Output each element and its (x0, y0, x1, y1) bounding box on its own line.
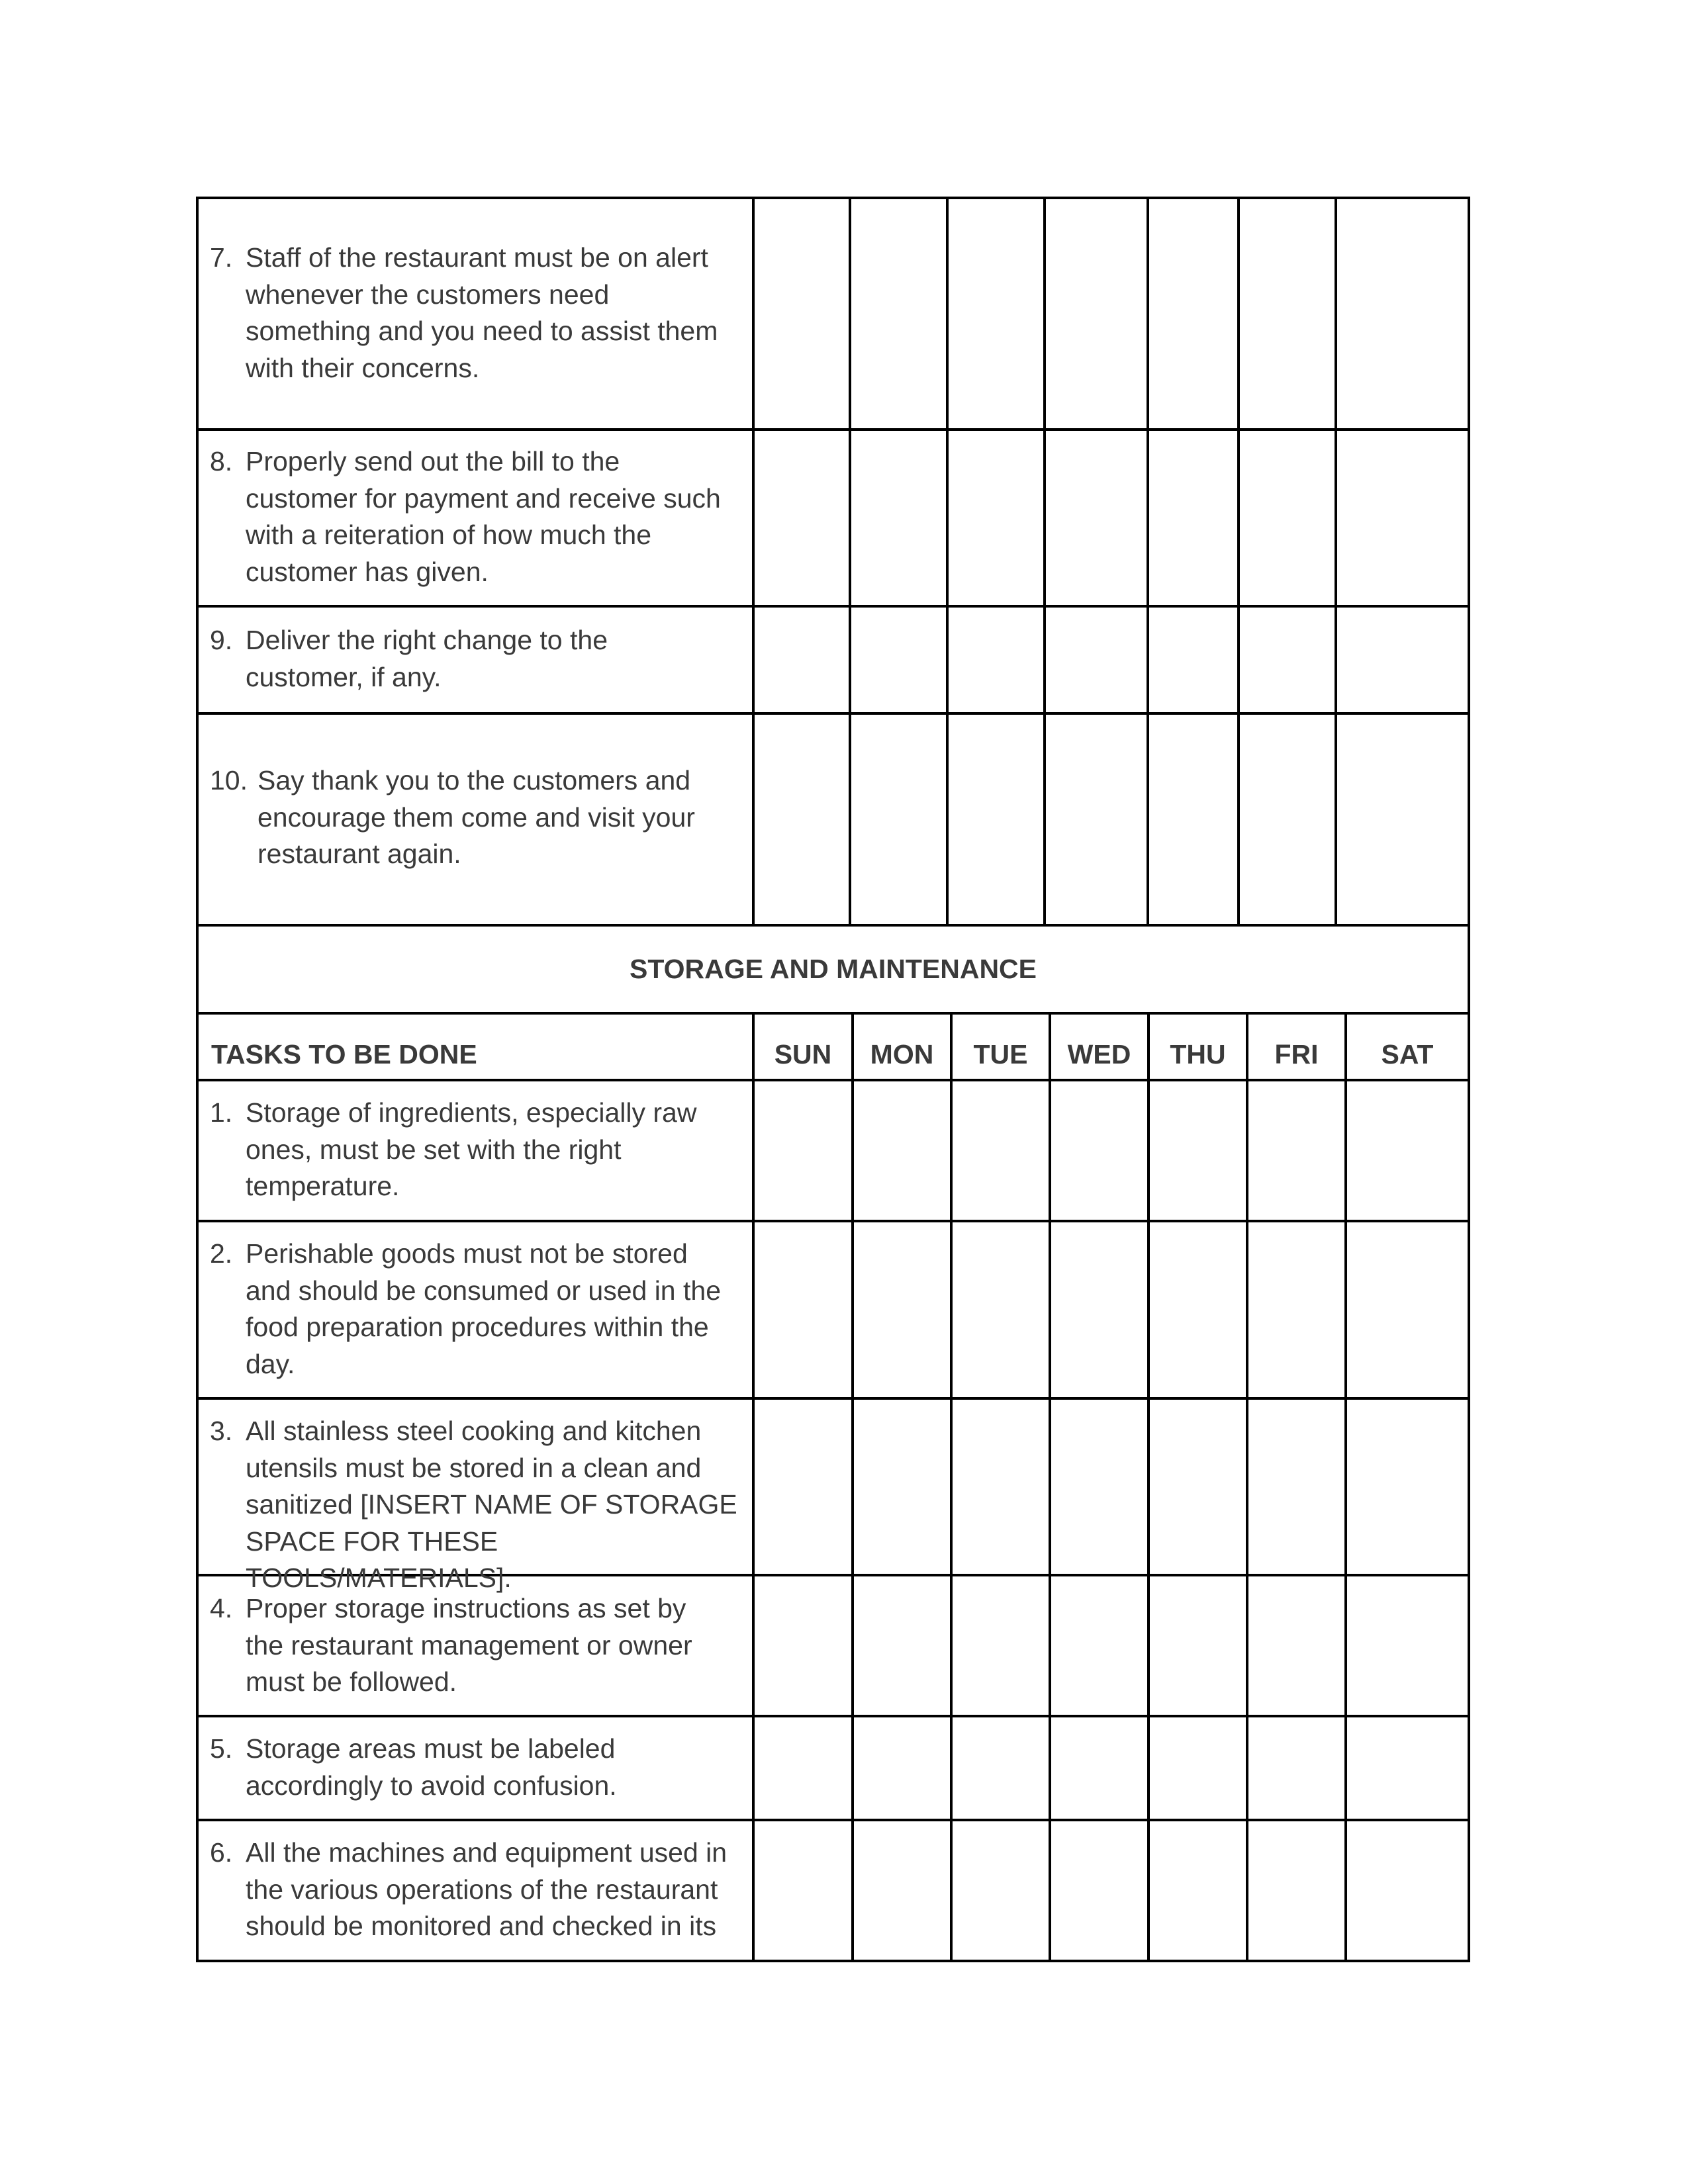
row-divider (196, 924, 1470, 927)
task-text: All stainless steel cooking and kitchen utensils must be stored in a clean and sanitized [INSERT NAME OF STORAGE SPACE FOR THESE TOOLS/MATERIALS]. (246, 1416, 737, 1593)
day-check-cell[interactable] (755, 608, 849, 712)
day-check-cell[interactable] (755, 199, 849, 428)
tasks-header: TASKS TO BE DONE (211, 1039, 477, 1069)
day-header-wed: WED (1067, 1039, 1131, 1069)
day-check-cell[interactable] (1046, 715, 1147, 921)
day-check-cell[interactable] (851, 431, 946, 605)
day-check-cell[interactable] (854, 1821, 950, 1957)
day-check-cell[interactable] (854, 1717, 950, 1819)
table-border-bottom (196, 1960, 1470, 1962)
task-text: Storage areas must be labeled accordingly to avoid confusion. (246, 1733, 617, 1801)
day-check-cell[interactable] (1347, 1576, 1465, 1715)
task-number: 10. (210, 765, 248, 796)
day-check-cell[interactable] (1046, 608, 1147, 712)
day-check-cell[interactable] (949, 715, 1043, 921)
day-check-cell[interactable] (949, 431, 1043, 605)
day-check-cell[interactable] (953, 1081, 1049, 1220)
day-check-cell[interactable] (854, 1222, 950, 1397)
day-header-tue: TUE (973, 1039, 1028, 1069)
day-check-cell[interactable] (1051, 1222, 1147, 1397)
day-check-cell[interactable] (1051, 1717, 1147, 1819)
task-text: Deliver the right change to the customer, if any. (246, 625, 608, 692)
task-text: All the machines and equipment used in the various operations of the restaurant should be monitored and checked in its (246, 1837, 727, 1941)
row-divider (196, 1012, 1470, 1015)
task-text: Storage of ingredients, especially raw ones, must be set with the right temperature. (246, 1097, 697, 1201)
day-check-cell[interactable] (1150, 1400, 1246, 1574)
day-check-cell[interactable] (1347, 1717, 1465, 1819)
day-check-cell[interactable] (755, 1821, 851, 1957)
day-check-cell[interactable] (1149, 431, 1237, 605)
task-text: Properly send out the bill to the customer for payment and receive such with a reiteration of how much the customer has given. (246, 446, 721, 587)
day-check-cell[interactable] (1240, 199, 1335, 428)
section-title: STORAGE AND MAINTENANCE (629, 954, 1037, 984)
day-check-cell[interactable] (1248, 1821, 1344, 1957)
task-number: 8. (210, 446, 233, 477)
day-check-cell[interactable] (1051, 1576, 1147, 1715)
task-number: 5. (210, 1733, 233, 1764)
day-check-cell[interactable] (1150, 1717, 1246, 1819)
day-check-cell[interactable] (851, 715, 946, 921)
day-check-cell[interactable] (949, 199, 1043, 428)
day-check-cell[interactable] (851, 608, 946, 712)
day-check-cell[interactable] (1051, 1821, 1147, 1957)
task-number: 7. (210, 242, 233, 273)
day-check-cell[interactable] (1051, 1081, 1147, 1220)
day-check-cell[interactable] (1150, 1821, 1246, 1957)
day-check-cell[interactable] (1149, 199, 1237, 428)
day-check-cell[interactable] (953, 1400, 1049, 1574)
day-check-cell[interactable] (1347, 1222, 1465, 1397)
day-check-cell[interactable] (854, 1400, 950, 1574)
day-check-cell[interactable] (1150, 1222, 1246, 1397)
day-check-cell[interactable] (851, 199, 946, 428)
day-header-mon: MON (870, 1039, 934, 1069)
day-check-cell[interactable] (949, 608, 1043, 712)
day-header-sat: SAT (1381, 1039, 1434, 1069)
day-check-cell[interactable] (1149, 715, 1237, 921)
day-check-cell[interactable] (755, 715, 849, 921)
task-number: 9. (210, 625, 233, 655)
day-check-cell[interactable] (1046, 431, 1147, 605)
day-header-fri: FRI (1274, 1039, 1319, 1069)
day-check-cell[interactable] (1248, 1717, 1344, 1819)
day-check-cell[interactable] (755, 431, 849, 605)
task-number: 2. (210, 1238, 233, 1269)
day-check-cell[interactable] (953, 1222, 1049, 1397)
day-check-cell[interactable] (953, 1717, 1049, 1819)
day-check-cell[interactable] (1240, 715, 1335, 921)
task-text: Staff of the restaurant must be on alert whenever the customers need something and you need to assist them with their concerns. (246, 242, 718, 383)
day-check-cell[interactable] (1046, 199, 1147, 428)
day-header-thu: THU (1170, 1039, 1226, 1069)
day-check-cell[interactable] (953, 1821, 1049, 1957)
day-check-cell[interactable] (1248, 1400, 1344, 1574)
task-number: 4. (210, 1593, 233, 1623)
day-check-cell[interactable] (1248, 1576, 1344, 1715)
task-text: Proper storage instructions as set by the restaurant management or owner must be followed. (246, 1593, 692, 1697)
day-check-cell[interactable] (1337, 431, 1465, 605)
day-check-cell[interactable] (755, 1717, 851, 1819)
day-check-cell[interactable] (1149, 608, 1237, 712)
day-header-sun: SUN (774, 1039, 832, 1069)
day-check-cell[interactable] (854, 1576, 950, 1715)
task-number: 1. (210, 1097, 233, 1128)
task-number: 6. (210, 1837, 233, 1868)
task-text: Perishable goods must not be stored and should be consumed or used in the food preparation procedures within the day. (246, 1238, 722, 1379)
day-check-cell[interactable] (755, 1222, 851, 1397)
day-check-cell[interactable] (1248, 1081, 1344, 1220)
day-check-cell[interactable] (854, 1081, 950, 1220)
day-check-cell[interactable] (1337, 199, 1465, 428)
task-text: Say thank you to the customers and encourage them come and visit your restaurant again. (258, 765, 695, 869)
day-check-cell[interactable] (1051, 1400, 1147, 1574)
day-check-cell[interactable] (1240, 431, 1335, 605)
day-check-cell[interactable] (1150, 1576, 1246, 1715)
day-check-cell[interactable] (1337, 608, 1465, 712)
day-check-cell[interactable] (1347, 1081, 1465, 1220)
day-check-cell[interactable] (755, 1576, 851, 1715)
day-check-cell[interactable] (953, 1576, 1049, 1715)
day-check-cell[interactable] (755, 1400, 851, 1574)
day-check-cell[interactable] (1337, 715, 1465, 921)
day-check-cell[interactable] (1150, 1081, 1246, 1220)
day-check-cell[interactable] (1347, 1821, 1465, 1957)
day-check-cell[interactable] (1347, 1400, 1465, 1574)
task-number: 3. (210, 1416, 233, 1446)
day-check-cell[interactable] (1248, 1222, 1344, 1397)
day-check-cell[interactable] (1240, 608, 1335, 712)
day-check-cell[interactable] (755, 1081, 851, 1220)
